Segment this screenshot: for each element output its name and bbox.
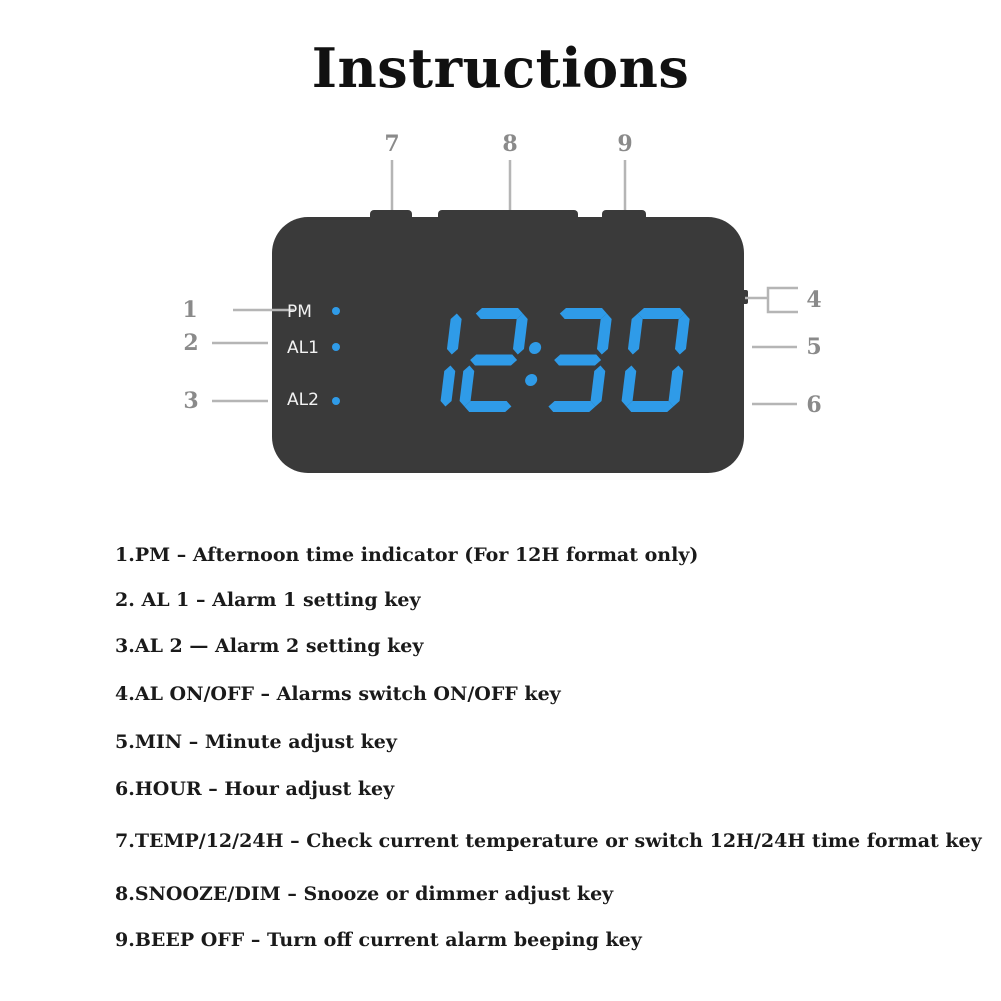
pm-label: PM [287, 302, 312, 322]
digit-segment [626, 401, 674, 412]
instruction-item: 3.AL 2 — Alarm 2 setting key [115, 635, 424, 657]
clock-body [272, 217, 744, 473]
instruction-item: 9.BEEP OFF – Turn off current alarm beeping key [115, 929, 642, 951]
callout-2: 2 [183, 330, 199, 356]
callout-6: 6 [806, 392, 822, 418]
callout-1: 1 [182, 297, 198, 323]
pm-indicator-dot [332, 307, 340, 315]
al2-label: AL2 [287, 390, 319, 410]
al2-indicator-dot [332, 397, 340, 405]
instruction-item: 7.TEMP/12/24H – Check current temperature or switch 12H/24H time format key [115, 830, 982, 852]
callout-3: 3 [183, 388, 199, 414]
callout-8: 8 [502, 131, 518, 157]
digit-segment [559, 308, 607, 319]
instruction-item: 4.AL ON/OFF – Alarms switch ON/OFF key [115, 683, 561, 705]
digit-segment [553, 355, 601, 366]
instruction-item: 2. AL 1 – Alarm 1 setting key [115, 589, 421, 611]
digit-segment [548, 401, 596, 412]
instruction-item: 1.PM – Afternoon time indicator (For 12H format only) [115, 544, 699, 566]
digit-segment [637, 308, 685, 319]
callout-9: 9 [617, 131, 633, 157]
instruction-item: 6.HOUR – Hour adjust key [115, 778, 395, 800]
al1-label: AL1 [287, 338, 319, 358]
digit-segment [475, 308, 523, 319]
callout-5: 5 [806, 334, 822, 360]
callout-7: 7 [384, 131, 400, 157]
instruction-item: 5.MIN – Minute adjust key [115, 731, 397, 753]
instruction-item: 8.SNOOZE/DIM – Snooze or dimmer adjust key [115, 883, 614, 905]
digit-segment [464, 401, 512, 412]
callout-4: 4 [806, 287, 822, 313]
al1-indicator-dot [332, 343, 340, 351]
digit-segment [469, 355, 517, 366]
clock-diagram [0, 0, 1001, 500]
page-title: Instructions [311, 36, 690, 100]
